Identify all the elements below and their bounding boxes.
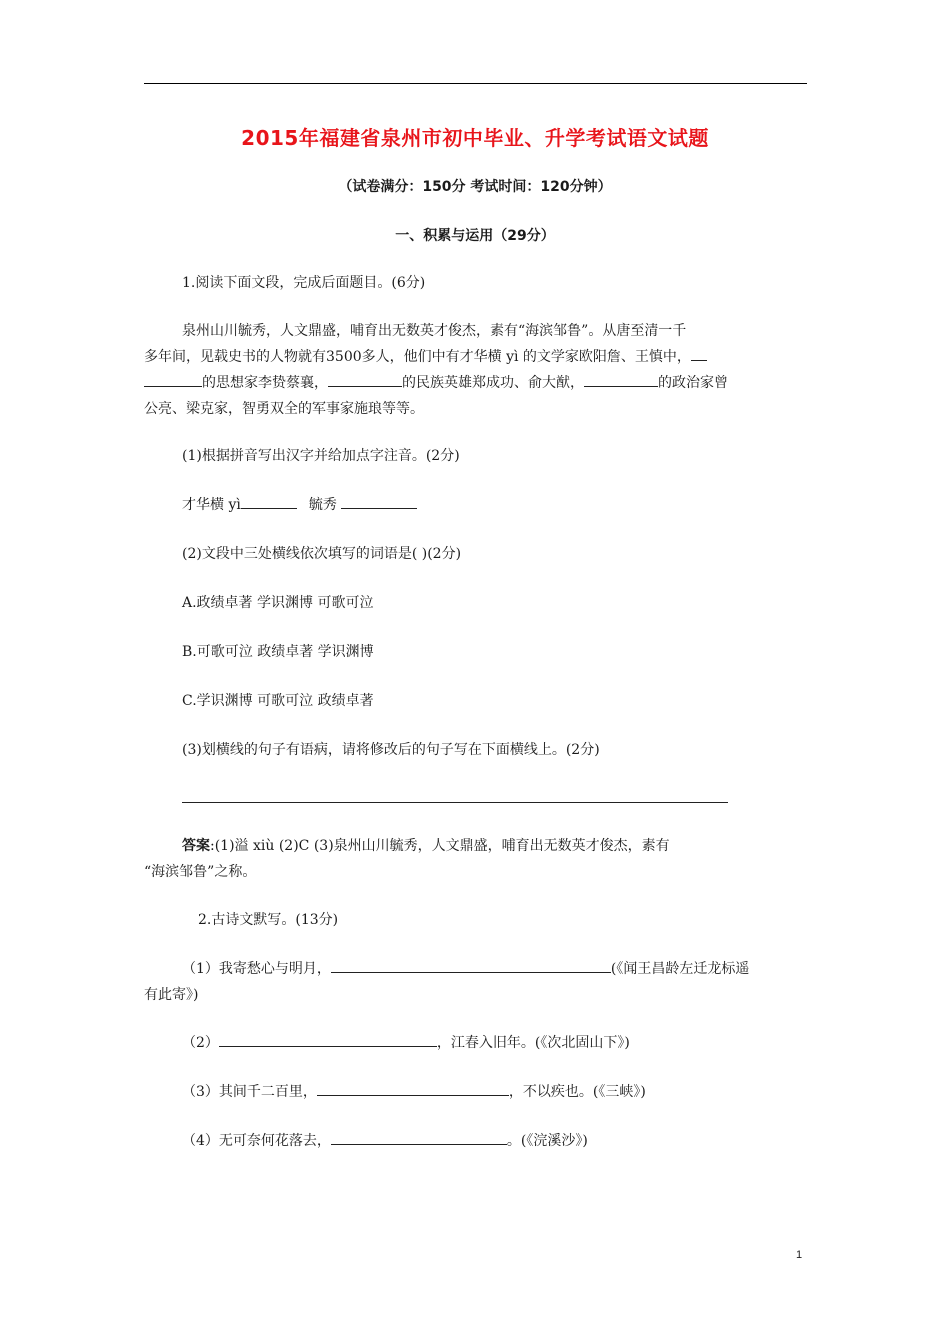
option-b: B.可歌可泣 政绩卓著 学识渊博 — [182, 644, 374, 660]
exam-subtitle: （试卷满分：150分 考试时间：120分钟） — [338, 179, 612, 195]
option-c: C.学识渊博 可歌可泣 政绩卓著 — [182, 693, 374, 709]
item4-blank — [331, 1130, 507, 1145]
passage-line-4: 公亮、梁克家，智勇双全的军事家施琅等等。 — [144, 401, 424, 417]
q1-sub3: (3)划横线的句子有语病，请将修改后的句子写在下面横线上。(2分) — [182, 742, 600, 758]
q2-item-4 — [182, 1128, 588, 1154]
answer-line-2: “海滨邹鲁”之称。 — [144, 864, 257, 880]
blank-2 — [328, 372, 402, 387]
header-rule — [144, 83, 807, 84]
passage-line-3 — [144, 370, 728, 396]
item4-b: 。(《浣溪沙》) — [506, 1133, 588, 1149]
item3-blank — [317, 1081, 509, 1096]
q1-sub2: (2)文段中三处横线依次填写的词语是( )(2分) — [182, 546, 462, 562]
sub1-b-blank — [341, 494, 417, 509]
q2-item-1-cont: 有此寄》) — [144, 987, 199, 1003]
passage-line-2 — [144, 344, 707, 370]
q2-item-2 — [182, 1030, 630, 1056]
answer-label: 答案 — [182, 838, 210, 854]
blank-1 — [144, 372, 202, 387]
sub1-a-blank — [241, 494, 297, 509]
sub3-blank — [182, 788, 728, 803]
q1-sub1: (1)根据拼音写出汉字并给加点字注音。(2分) — [182, 448, 460, 464]
item2-a: （2） — [182, 1035, 219, 1051]
passage-line-1: 泉州山川毓秀，人文鼎盛，哺育出无数英才俊杰，素有“海滨邹鲁”。从唐至清一千 — [182, 323, 687, 339]
blank-1-start — [691, 346, 707, 361]
answer-text-1: :(1)溢 xiù (2)C (3)泉州山川毓秀，人文鼎盛，哺育出无数英才俊杰，素有 — [210, 838, 670, 854]
item3-b: ，不以疾也。(《三峡》) — [508, 1084, 646, 1100]
passage-line-3-c: 的政治家曾 — [658, 375, 728, 391]
sub1-a-label: 才华横 yì — [182, 497, 241, 513]
passage-line-2-text: 多年间，见载史书的人物就有3500多人，他们中有才华横 yì 的文学家欧阳詹、王慎中， — [144, 349, 691, 365]
item1-blank — [331, 958, 611, 973]
item4-a: （4）无可奈何花落去， — [182, 1133, 331, 1149]
q2-item-3 — [182, 1079, 646, 1105]
item3-a: （3）其间千二百里， — [182, 1084, 317, 1100]
q2-item-1 — [182, 956, 749, 982]
q2-prompt: 2.古诗文默写。(13分) — [198, 912, 339, 928]
passage-line-3-b: 的民族英雄郑成功、俞大猷， — [402, 375, 584, 391]
sub1-b-label: 毓秀 — [308, 497, 337, 513]
blank-3 — [584, 372, 658, 387]
item1-a: （1）我寄愁心与明月， — [182, 961, 331, 977]
page-number: 1 — [796, 1249, 803, 1261]
q1-prompt: 1.阅读下面文段，完成后面题目。(6分) — [182, 275, 426, 291]
sub3-answer-line — [182, 786, 728, 812]
option-a: A.政绩卓著 学识渊博 可歌可泣 — [182, 595, 374, 611]
section-heading: 一、积累与运用（29分） — [395, 228, 555, 244]
q1-sub1-answers — [182, 492, 417, 518]
item2-blank — [219, 1032, 437, 1047]
item1-b: (《闻王昌龄左迁龙标遥 — [610, 961, 750, 977]
passage-line-3-a: 的思想家李贽蔡襄， — [202, 375, 328, 391]
answer-line-1 — [182, 833, 670, 859]
item2-b: ，江春入旧年。(《次北固山下》) — [436, 1035, 630, 1051]
exam-title: 2015年福建省泉州市初中毕业、升学考试语文试题 — [241, 126, 709, 150]
